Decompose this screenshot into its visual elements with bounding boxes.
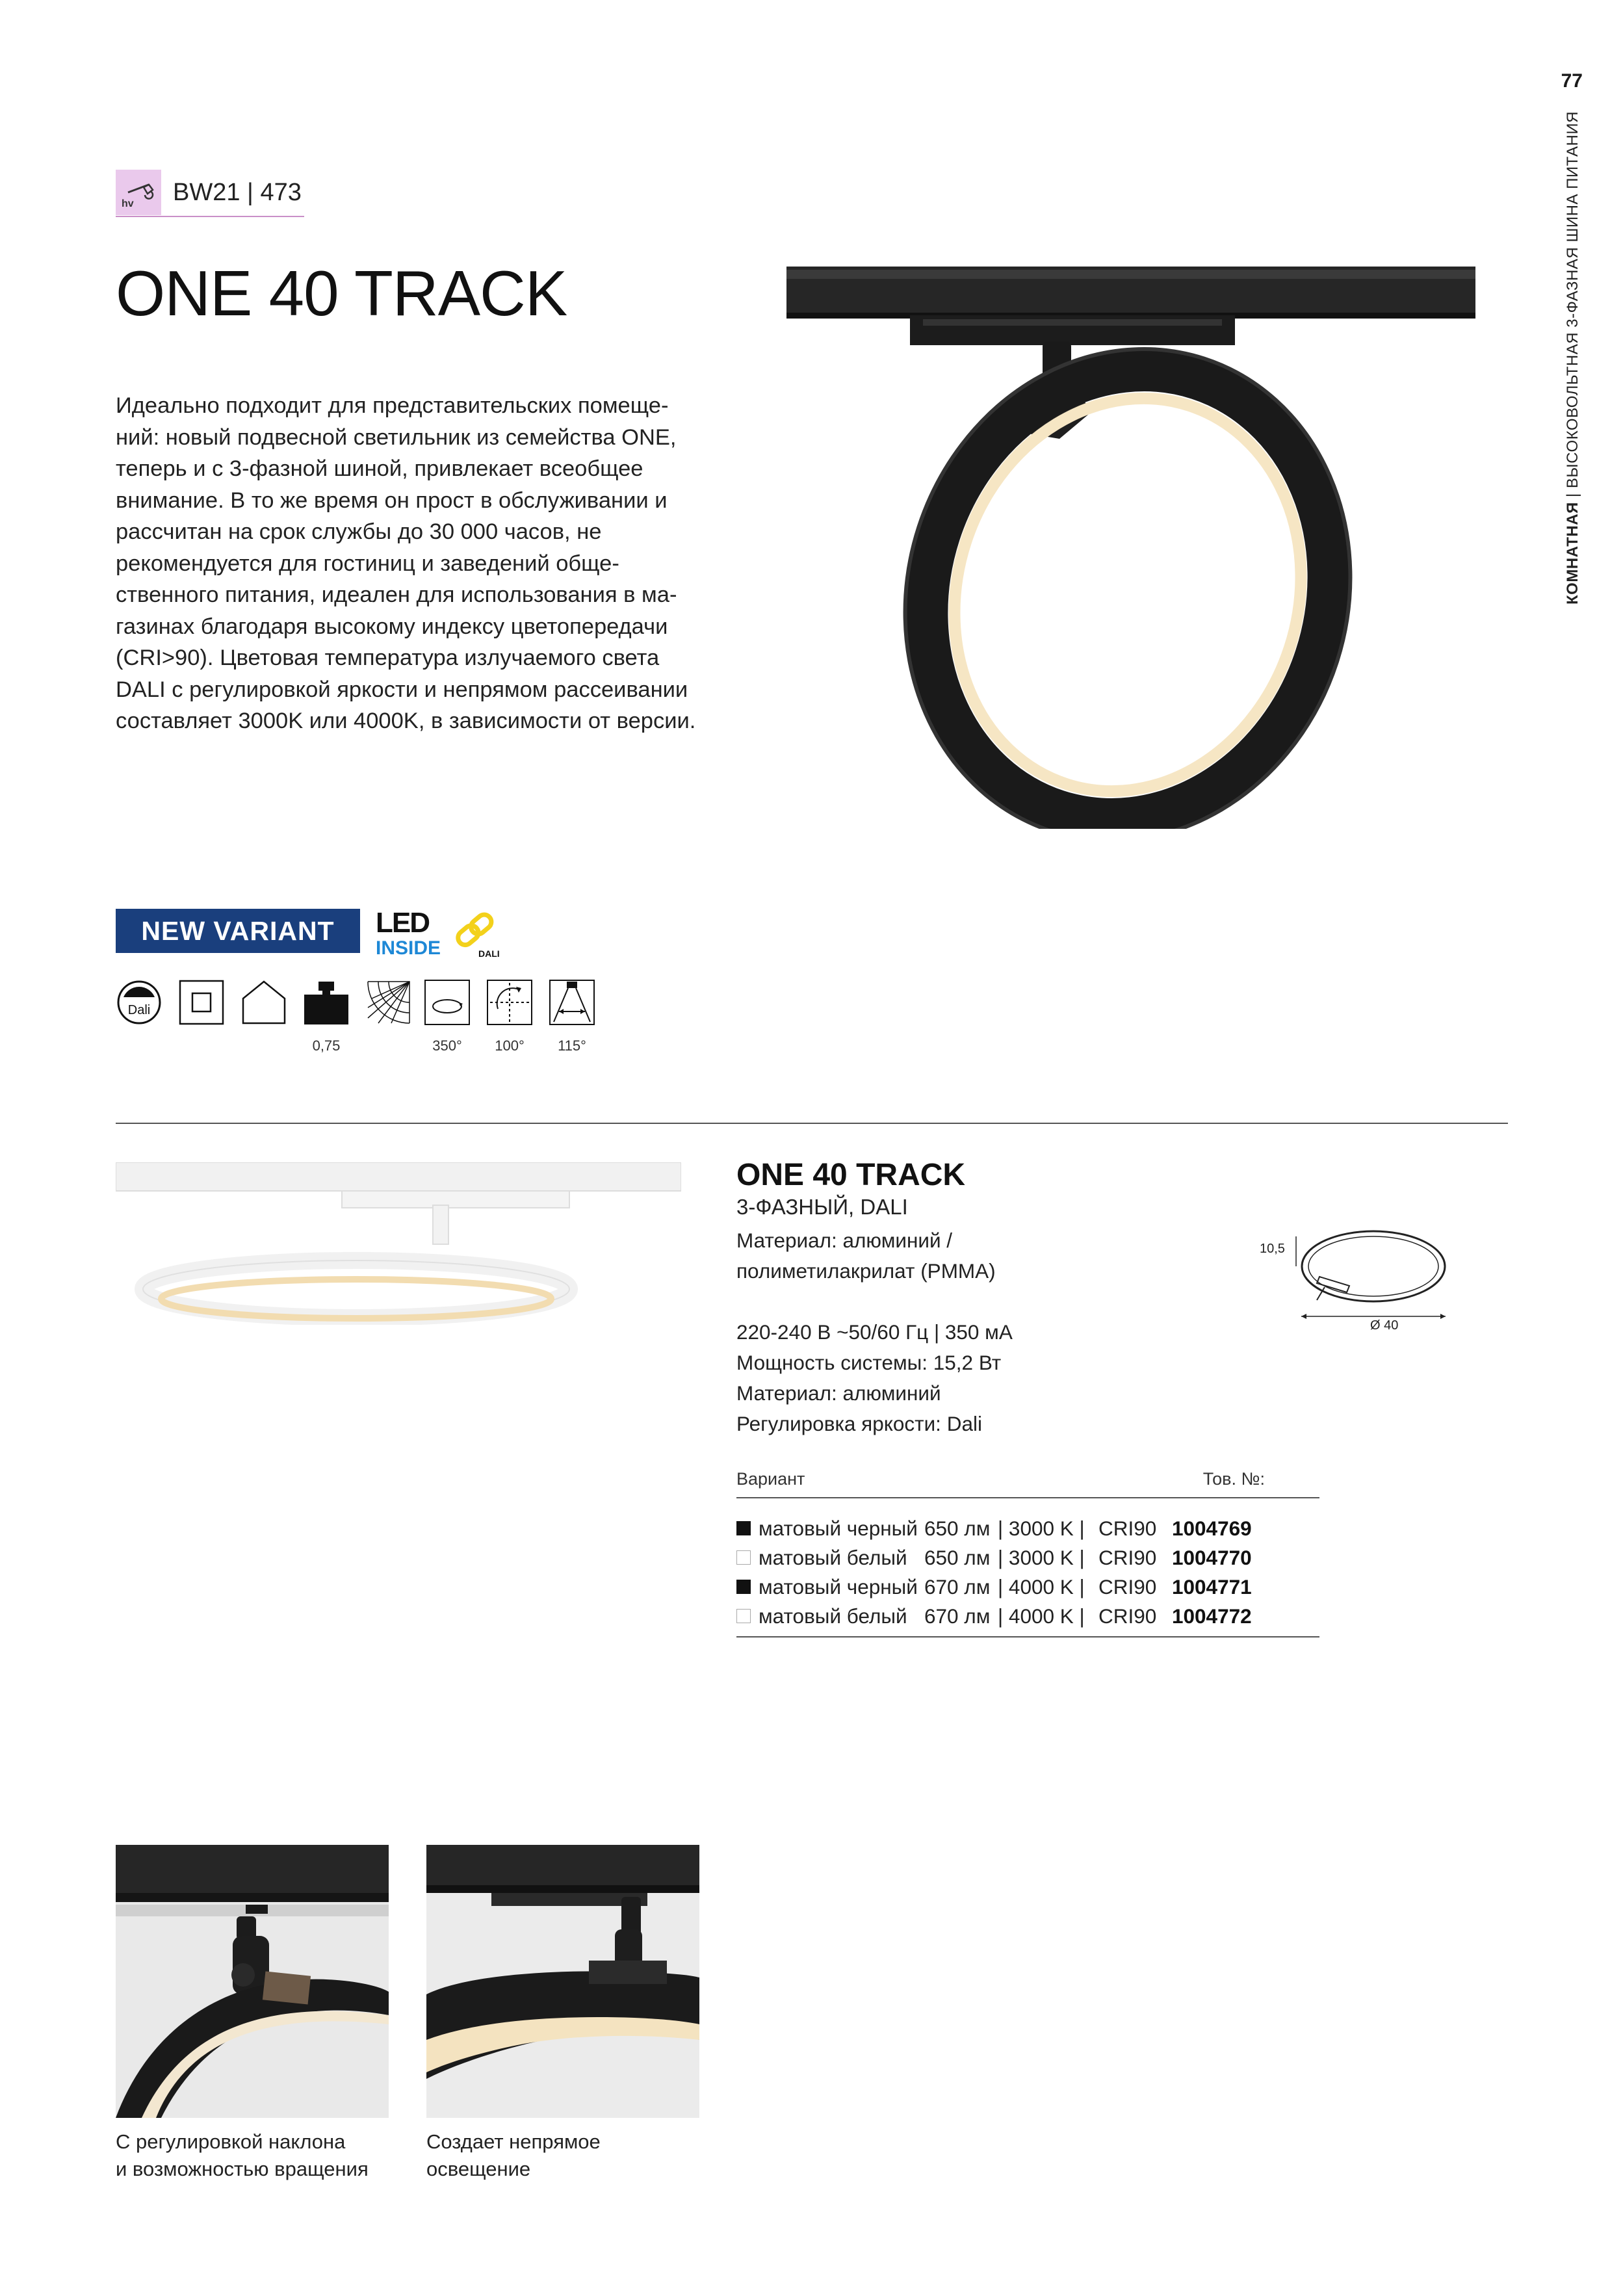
variants-body [736,1498,1319,1637]
spec-material-2: полиметилакрилат (PMMA) [736,1259,996,1283]
variant-kelvin: | 3000 K | [998,1517,1085,1540]
white-variant-image [116,1162,681,1325]
spec-voltage: 220-240 В ~50/60 Гц | 350 мА [736,1320,1013,1344]
spec-power: Мощность системы: 15,2 Вт [736,1351,1002,1374]
detail-caption-2-line-2: освещение [426,2158,531,2180]
variants-header [736,1469,1319,1498]
dimension-diameter: Ø 40 [1370,1318,1399,1333]
spec-material-1: Материал: алюминий / [736,1229,953,1252]
variant-article: 1004772 [1172,1604,1252,1628]
section-divider [116,1123,1508,1124]
variant-color: матовый черный [759,1575,918,1598]
variant-kelvin: | 4000 K | [998,1604,1085,1628]
color-swatch-black [736,1580,751,1594]
led-logo-text: LED [376,907,429,939]
color-swatch-white [736,1550,751,1565]
catalog-code [116,169,304,217]
main-product-image [773,263,1501,829]
table-row [736,1602,1319,1631]
variant-kelvin: | 3000 K | [998,1546,1085,1569]
spec-list [736,1225,1013,1439]
header-article: Тов. №: [1202,1469,1265,1489]
detail-caption-1 [116,2128,369,2183]
catalog-code-text: BW21 | 473 [173,178,302,206]
variant-color: матовый белый [759,1604,907,1628]
variant-kelvin: | 4000 K | [998,1575,1085,1598]
rotation-value: 350° [432,1037,462,1054]
hv-track-icon [116,170,161,215]
spec-material-3: Материал: алюминий [736,1381,941,1405]
table-row [736,1572,1319,1602]
detail-caption-1-line-1: С регулировкой наклона [116,2130,346,2153]
weight-value: 0,75 [312,1037,341,1054]
variant-article: 1004771 [1172,1575,1252,1598]
page-number: 77 [1561,70,1583,92]
variant-cri: CRI90 [1098,1546,1157,1569]
variant-lumen: 650 лм [924,1517,991,1540]
table-row [736,1514,1319,1543]
tilt-icon [486,979,533,1026]
beam-angle-icon [549,979,595,1026]
side-tab-category: КОМНАТНАЯ [1564,502,1581,605]
variant-color: матовый белый [759,1546,907,1569]
new-variant-badge: NEW VARIANT [116,909,360,953]
led-inside-logo [374,904,446,958]
product-subtitle: 3-ФАЗНЫЙ, DALI [736,1195,908,1219]
dali-logo-text: DALI [478,948,500,959]
variants-table [736,1469,1319,1637]
rotation-icon [424,979,471,1026]
page-title: ONE 40 TRACK [116,257,567,329]
variant-cri: CRI90 [1098,1604,1157,1628]
dali-logo [448,905,504,959]
dimension-height: 10,5 [1260,1242,1285,1256]
variant-cri: CRI90 [1098,1517,1157,1540]
indoor-use-icon [240,979,287,1026]
color-swatch-white [736,1609,751,1623]
dali-icon-label: Dali [127,1003,151,1017]
weight-icon [303,979,350,1026]
variant-article: 1004769 [1172,1517,1252,1540]
dali-dimming-icon [116,979,162,1026]
variant-lumen: 670 лм [924,1575,991,1598]
side-tab-subcategory: | ВЫСОКОВОЛЬТНАЯ 3-ФАЗНАЯ ШИНА ПИТАНИЯ [1564,111,1581,502]
spec-spacer [736,1286,1013,1317]
variant-cri: CRI90 [1098,1575,1157,1598]
detail-image-indirect-light [426,1845,699,2118]
dimension-drawing [1286,1222,1461,1326]
led-logo-inside: INSIDE [376,937,441,958]
hv-label: hv [122,198,134,209]
intro-text: Идеально подходит для представительских помещений: новый подвесной светильник из семейства ONE, теперь и с 3-фазной шиной, привлекает всеобщее внимание. В то же время он прост в обслуживании и рассчитан на срок службы до 30 000 часов, не рекомендуется для гостиниц и заведений общественного питания, идеален для использования в магазинах благодаря высокому индексу цветопередачи (CRI>90). Цветовая температура излучаемого света DALI с регулировкой яркости и непрямом рассеивании составляет 3000K или 4000K, в зависимости от версии. [116,393,696,733]
detail-image-tilt-rotate [116,1845,389,2118]
detail-caption-2-line-1: Создает непрямое [426,2130,601,2153]
variant-lumen: 670 лм [924,1604,991,1628]
variant-article: 1004770 [1172,1546,1252,1569]
beam-angle-value: 115° [558,1037,586,1054]
spec-dimming: Регулировка яркости: Dali [736,1412,982,1435]
detail-caption-1-line-2: и возможностью вращения [116,2158,369,2180]
color-swatch-black [736,1521,751,1535]
side-tab [1564,111,1590,605]
beam-pattern-icon [365,979,412,1026]
product-title: ONE 40 TRACK [736,1158,966,1192]
header-variant: Вариант [736,1469,805,1489]
variant-lumen: 650 лм [924,1546,991,1569]
protection-class-icon [178,979,225,1026]
table-row [736,1543,1319,1572]
detail-caption-2 [426,2128,601,2183]
variant-color: матовый черный [759,1517,918,1540]
tilt-value: 100° [495,1037,525,1054]
